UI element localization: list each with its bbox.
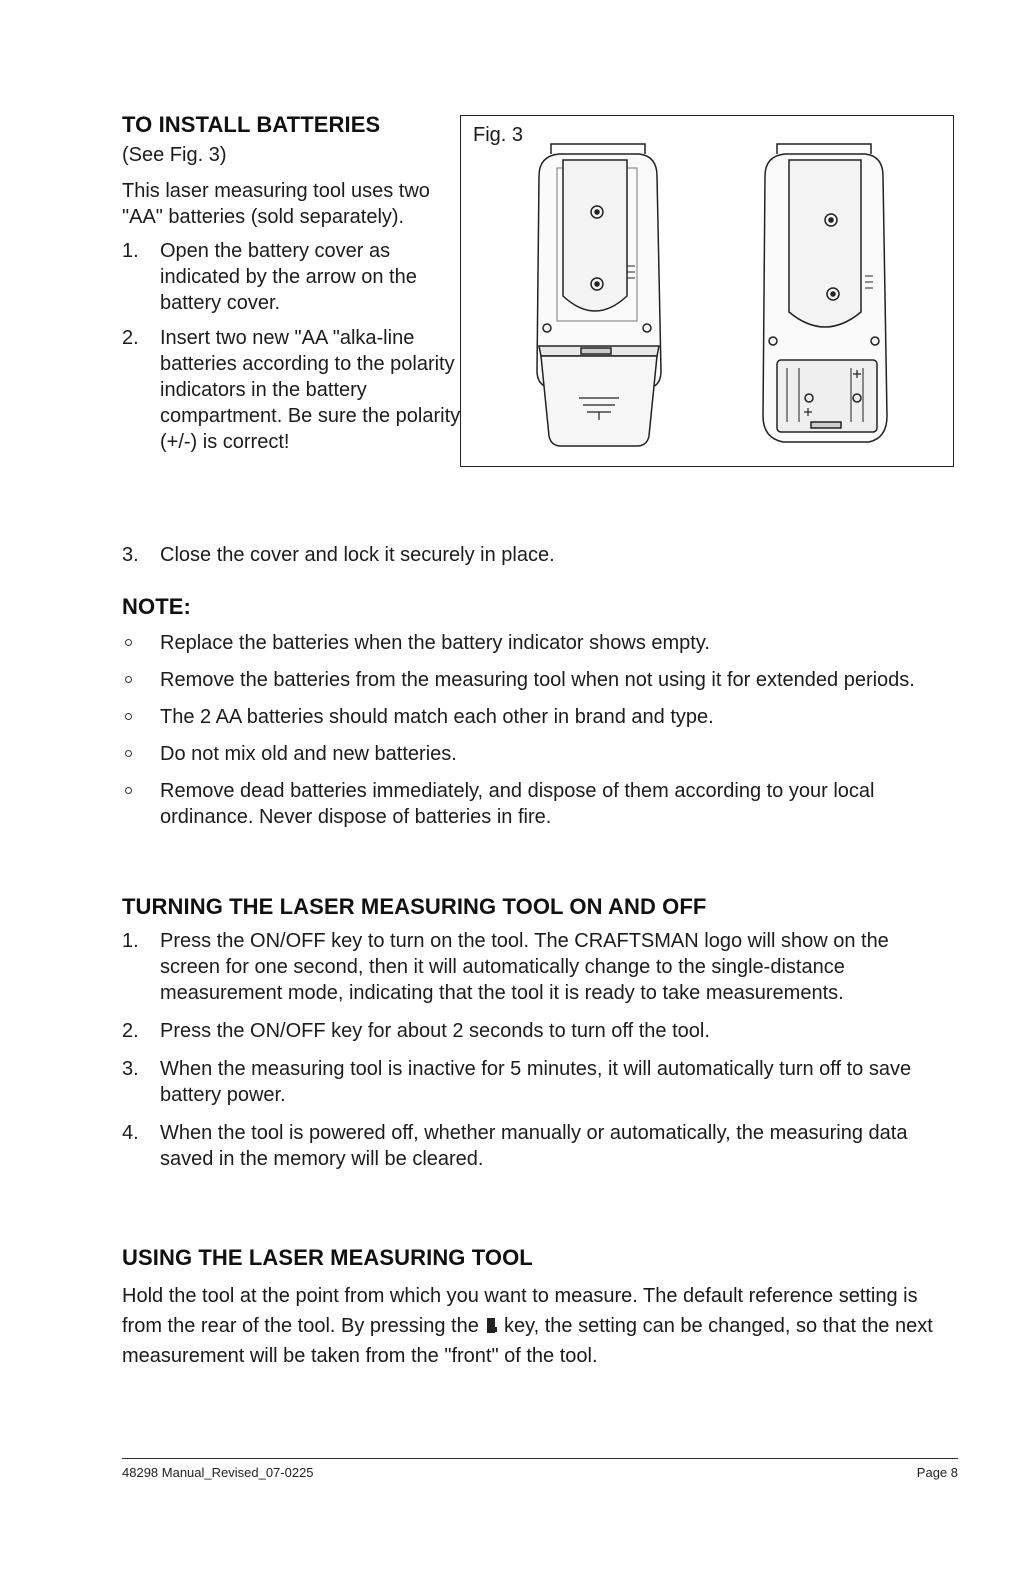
note-section [122, 594, 952, 841]
note-list [122, 630, 952, 830]
step-number: 2. [122, 327, 139, 349]
list-item [122, 704, 952, 730]
using-heading: USING THE LASER MEASURING TOOL [122, 1245, 533, 1270]
bullet-icon [125, 676, 132, 683]
install-intro: This laser measuring tool uses two "AA" batteries (sold separately). [122, 180, 430, 228]
step-text: Close the cover and lock it securely in place. [160, 544, 555, 566]
using-text-part1: Hold the tool at the point from which you want to measure. The default reference setting is from the rear of the tool. By pressing the [122, 1285, 918, 1337]
battery-illustration [461, 116, 955, 468]
install-step [122, 238, 462, 316]
step-number: 1. [122, 930, 139, 952]
step-number: 4. [122, 1122, 139, 1144]
step-number: 2. [122, 1020, 139, 1042]
note-heading: NOTE: [122, 594, 191, 619]
step-number: 3. [122, 544, 139, 566]
install-step [122, 542, 942, 568]
bullet-icon [125, 787, 132, 794]
install-batteries-section [122, 112, 462, 464]
step-text: When the measuring tool is inactive for 5 minutes, it will automatically turn off to save battery power. [160, 1058, 912, 1106]
list-item [122, 667, 952, 693]
see-fig-reference: (See Fig. 3) [122, 144, 227, 166]
list-item [122, 778, 952, 830]
using-paragraph [122, 1281, 942, 1371]
document-id: 48298 Manual_Revised_07-0225 [122, 1465, 314, 1480]
figure-3 [460, 115, 954, 467]
list-item [122, 630, 952, 656]
step-text: When the tool is powered off, whether manually or automatically, the measuring data saved in the memory will be cleared. [160, 1122, 908, 1170]
bullet-icon [125, 639, 132, 646]
page-footer [122, 1458, 958, 1480]
install-steps [122, 238, 462, 455]
bullet-icon [125, 713, 132, 720]
install-heading: TO INSTALL BATTERIES [122, 112, 381, 137]
list-item [122, 741, 952, 767]
tool-back-batteries-exposed-icon [763, 144, 887, 442]
step-text: Insert two new "AA "alka-line batteries according to the polarity indicators in the battery compartment. Be sure the polarity (+/-) is correct! [160, 327, 461, 453]
turning-step [122, 1120, 952, 1172]
turning-on-off-section [122, 894, 952, 1184]
bullet-icon [125, 750, 132, 757]
step-text: Press the ON/OFF key for about 2 seconds to turn off the tool. [160, 1020, 710, 1042]
step-text: Press the ON/OFF key to turn on the tool. The CRAFTSMAN logo will show on the screen for one second, then it will automatically change to the single-distance measurement mode, indicating that the tool it is ready to take measurements. [160, 930, 889, 1004]
note-text: Do not mix old and new batteries. [160, 743, 457, 765]
note-text: Replace the batteries when the battery indicator shows empty. [160, 632, 710, 654]
turning-heading: TURNING THE LASER MEASURING TOOL ON AND OFF [122, 894, 707, 919]
tool-back-cover-open-icon [537, 144, 661, 446]
note-text: The 2 AA batteries should match each other in brand and type. [160, 706, 714, 728]
step-number: 3. [122, 1058, 139, 1080]
reference-key-icon [487, 1318, 495, 1333]
figure-label: Fig. 3 [473, 124, 524, 146]
turning-step [122, 1056, 952, 1108]
turning-steps [122, 928, 952, 1172]
using-tool-section [122, 1245, 942, 1371]
step-text: Open the battery cover as indicated by the arrow on the battery cover. [160, 240, 417, 314]
turning-step [122, 928, 952, 1006]
using-text-part2: key, the setting can be changed, so that the next measurement will be taken from the "front" of the tool. [122, 1315, 933, 1367]
turning-step [122, 1018, 952, 1044]
note-text: Remove dead batteries immediately, and dispose of them according to your local ordinance. Never dispose of batteries in fire. [160, 780, 875, 828]
install-step [122, 325, 462, 455]
page-number: Page 8 [916, 1465, 958, 1480]
note-text: Remove the batteries from the measuring tool when not using it for extended periods. [160, 669, 915, 691]
step-number: 1. [122, 240, 139, 262]
